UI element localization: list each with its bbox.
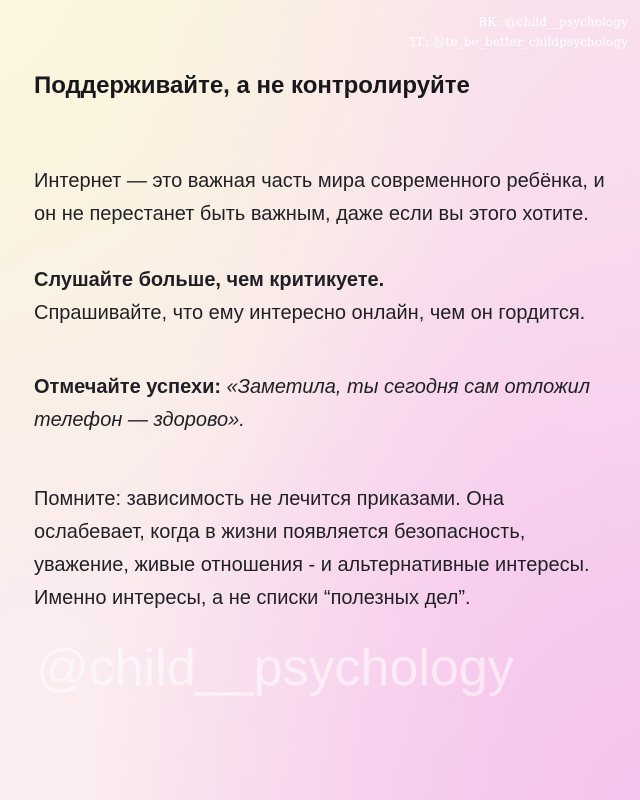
paragraph-remember: Помните: зависимость не лечится приказами. Она ослабевает, когда в жизни появляется безопасность, уважение, живые отношения - и альтернативные интересы. Именно интересы, а не списки “полезных дел”. [34, 488, 590, 609]
tg-handle: ТГ: @to_be_better_childpsychology [409, 35, 628, 49]
paragraph-success-lead: Отмечайте успехи: [34, 376, 222, 398]
paragraph-listen [34, 264, 620, 330]
post-title: Поддерживайте, а не контролируйте [34, 72, 470, 99]
paragraph-internet: Интернет — это важная часть мира современного ребёнка, и он не перестанет быть важным, даже если вы этого хотите. [34, 170, 605, 225]
paragraph-listen-text: Спрашивайте, что ему интересно онлайн, чем он гордится. [34, 302, 586, 324]
vk-handle: ВК: @child__psychology [478, 15, 628, 29]
post-body [34, 66, 620, 615]
watermark: @child__psychology [36, 639, 514, 697]
paragraph-listen-lead: Слушайте больше, чем критикуете. [34, 269, 385, 291]
paragraph-success [34, 371, 620, 437]
author-handles [409, 12, 628, 52]
paragraph-success-quote: «Заметила, ты сегодня сам отложил телефон — здорово». [34, 376, 591, 431]
